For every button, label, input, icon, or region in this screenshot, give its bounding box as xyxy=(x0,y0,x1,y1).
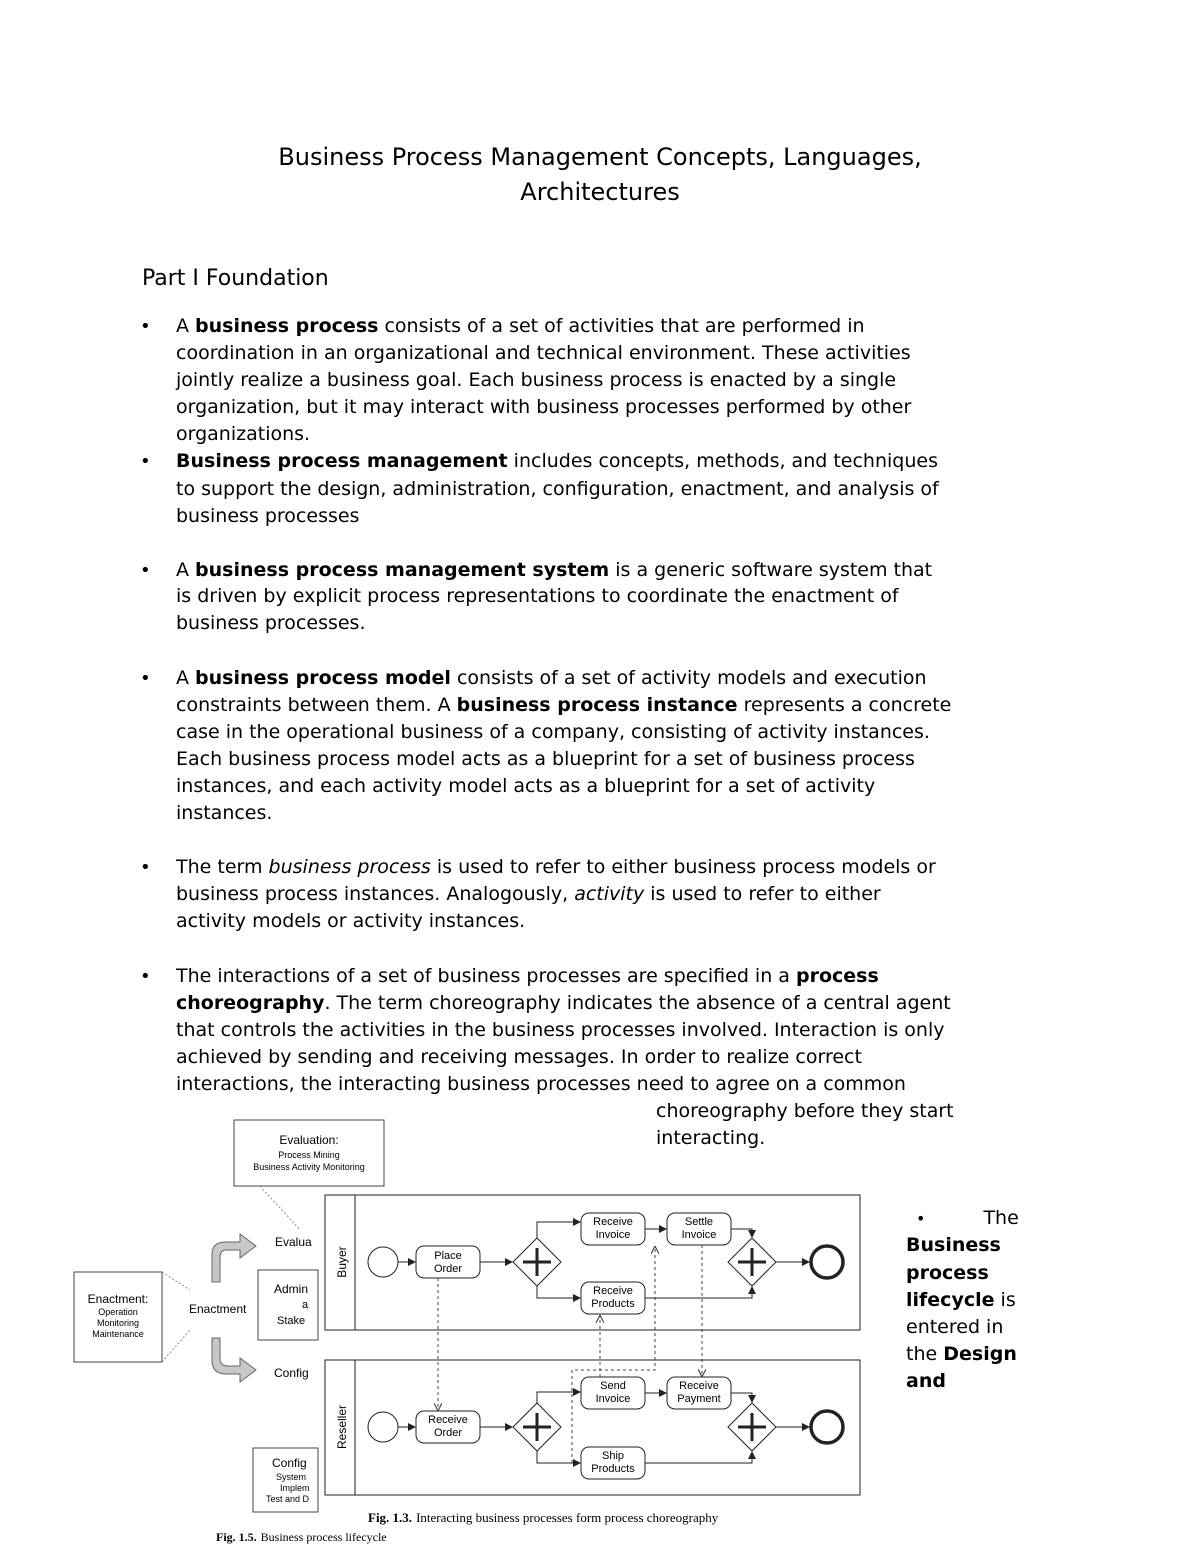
paragraph-line: is driven by explicit process representations to coordinate the enactment of xyxy=(176,585,899,607)
paragraph-line: case in the operational business of a company, consisting of activity instances. xyxy=(176,721,930,743)
paragraph-line: A business process consists of a set of activities that are performed in xyxy=(176,315,865,337)
bullet-marker: • xyxy=(140,316,151,337)
settle-invoice-label-2: Invoice xyxy=(681,1229,717,1241)
enactment-title: Enactment: xyxy=(87,1292,149,1306)
connector-dotted xyxy=(260,1186,300,1230)
paragraph-line: interacting. xyxy=(656,1127,766,1149)
bullet-marker: • xyxy=(140,857,151,878)
evaluation-label-partial: Evalua xyxy=(275,1235,312,1249)
settle-invoice-label-1: Settle xyxy=(684,1216,714,1228)
paragraph-line: A business process management system is a generic software system that xyxy=(176,559,933,581)
reseller-lane-label: Reseller xyxy=(335,1404,349,1450)
paragraph-line: The term business process is used to refer to either business process models or xyxy=(176,856,936,878)
paragraph-line: instances. xyxy=(176,802,273,824)
buyer-lane-label: Buyer xyxy=(335,1246,349,1278)
bullet-marker: • xyxy=(140,451,151,472)
side-paragraph-line: process xyxy=(906,1262,989,1284)
paragraph-line: that controls the activities in the business processes involved. Interaction is only xyxy=(176,1019,945,1041)
configuration-label-partial: Config xyxy=(274,1366,309,1380)
config-box-3: Implem xyxy=(280,1483,310,1493)
place-order-label-1: Place xyxy=(434,1250,462,1262)
enactment-sub3: Maintenance xyxy=(92,1329,144,1339)
evaluation-title: Evaluation: xyxy=(279,1133,339,1147)
config-box-4: Test and D xyxy=(266,1494,310,1504)
connector-dotted xyxy=(162,1330,190,1362)
side-paragraph-line: • The xyxy=(916,1207,1019,1229)
admin-text-2: a xyxy=(302,1299,309,1311)
side-paragraph-line: Business xyxy=(906,1234,1001,1256)
evaluation-sub2: Business Activity Monitoring xyxy=(253,1162,365,1172)
section-heading: Part I Foundation xyxy=(142,266,329,291)
paragraph-line: organizations. xyxy=(176,423,311,445)
paragraph-line: achieved by sending and receiving messages. In order to realize correct xyxy=(176,1046,862,1068)
admin-text-3: Stake xyxy=(277,1315,306,1327)
paragraph-line: coordination in an organizational and technical environment. These activities xyxy=(176,342,911,364)
paragraph-line: instances, and each activity model acts as a blueprint for a set of activity xyxy=(176,775,876,797)
paragraph-line: business processes xyxy=(176,505,360,527)
paragraph-line: Business process management includes concepts, methods, and techniques xyxy=(176,450,938,472)
paragraph-line: constraints between them. A business process instance represents a concrete xyxy=(176,694,952,716)
receive-invoice-label-2: Invoice xyxy=(595,1229,631,1241)
bullet-marker: • xyxy=(916,1209,926,1228)
bullet-marker: • xyxy=(140,668,151,689)
enactment-sub1: Operation xyxy=(98,1307,138,1317)
choreography-caption: Fig. 1.3. Interacting business processes form process choreography xyxy=(368,1510,719,1525)
document-title-line1: Business Process Management Concepts, Languages, xyxy=(278,143,922,171)
receive-payment-label-1: Receive xyxy=(679,1380,719,1392)
receive-invoice-label-1: Receive xyxy=(593,1216,633,1228)
receive-products-label-2: Products xyxy=(591,1298,635,1310)
connector-dotted xyxy=(162,1272,190,1290)
lifecycle-arrow-down xyxy=(212,1338,256,1382)
side-paragraph-line: and xyxy=(906,1370,946,1392)
administration-box xyxy=(258,1270,318,1340)
lifecycle-arrow-up xyxy=(212,1234,256,1282)
config-box-1: Config xyxy=(272,1456,307,1470)
paragraph-line: The interactions of a set of business processes are specified in a process xyxy=(176,965,879,987)
paragraph-line: to support the design, administration, configuration, enactment, and analysis of xyxy=(176,478,939,500)
side-paragraph-line: entered in xyxy=(906,1316,1004,1338)
paragraph-line: business process instances. Analogously, activity is used to refer to either xyxy=(176,883,881,905)
receive-products-label-1: Receive xyxy=(593,1285,633,1297)
bullet-marker: • xyxy=(140,966,151,987)
send-invoice-label-1: Send xyxy=(600,1380,626,1392)
paragraph-line: activity models or activity instances. xyxy=(176,910,526,932)
bullet-marker: • xyxy=(140,560,151,581)
ship-products-label-2: Products xyxy=(591,1463,635,1475)
ship-products-label-1: Ship xyxy=(601,1450,625,1462)
paragraph-line: business processes. xyxy=(176,612,366,634)
paragraph-line: choreography before they start xyxy=(656,1100,954,1122)
side-paragraph-line: the Design xyxy=(906,1343,1017,1365)
lifecycle-caption: Fig. 1.5. Business process lifecycle xyxy=(216,1530,387,1544)
paragraph-line: jointly realize a business goal. Each business process is enacted by a single xyxy=(176,369,897,391)
send-invoice-label-2: Invoice xyxy=(595,1393,631,1405)
place-order-label-2: Order xyxy=(433,1263,463,1275)
paragraph-line: interactions, the interacting business processes need to agree on a common xyxy=(176,1073,906,1095)
admin-text-1: Admin xyxy=(274,1282,309,1296)
enactment-label: Enactment xyxy=(189,1302,247,1316)
config-box-2: System xyxy=(276,1472,307,1482)
evaluation-sub1: Process Mining xyxy=(278,1150,340,1160)
receive-order-label-2: Order xyxy=(433,1427,463,1439)
document-title-line2: Architectures xyxy=(520,178,680,206)
choreography-figure xyxy=(325,1195,860,1525)
side-paragraph-line: lifecycle is xyxy=(906,1289,1016,1311)
paragraph-line: choreography. The term choreography indicates the absence of a central agent xyxy=(176,992,951,1014)
paragraph-line: Each business process model acts as a blueprint for a set of business process xyxy=(176,748,915,770)
receive-payment-label-2: Payment xyxy=(677,1393,721,1405)
paragraph-line: organization, but it may interact with business processes performed by other xyxy=(176,396,912,418)
enactment-box xyxy=(74,1272,162,1362)
enactment-sub2: Monitoring xyxy=(96,1318,140,1328)
paragraph-line: A business process model consists of a set of activity models and execution xyxy=(176,667,927,689)
receive-order-label-1: Receive xyxy=(428,1414,468,1426)
